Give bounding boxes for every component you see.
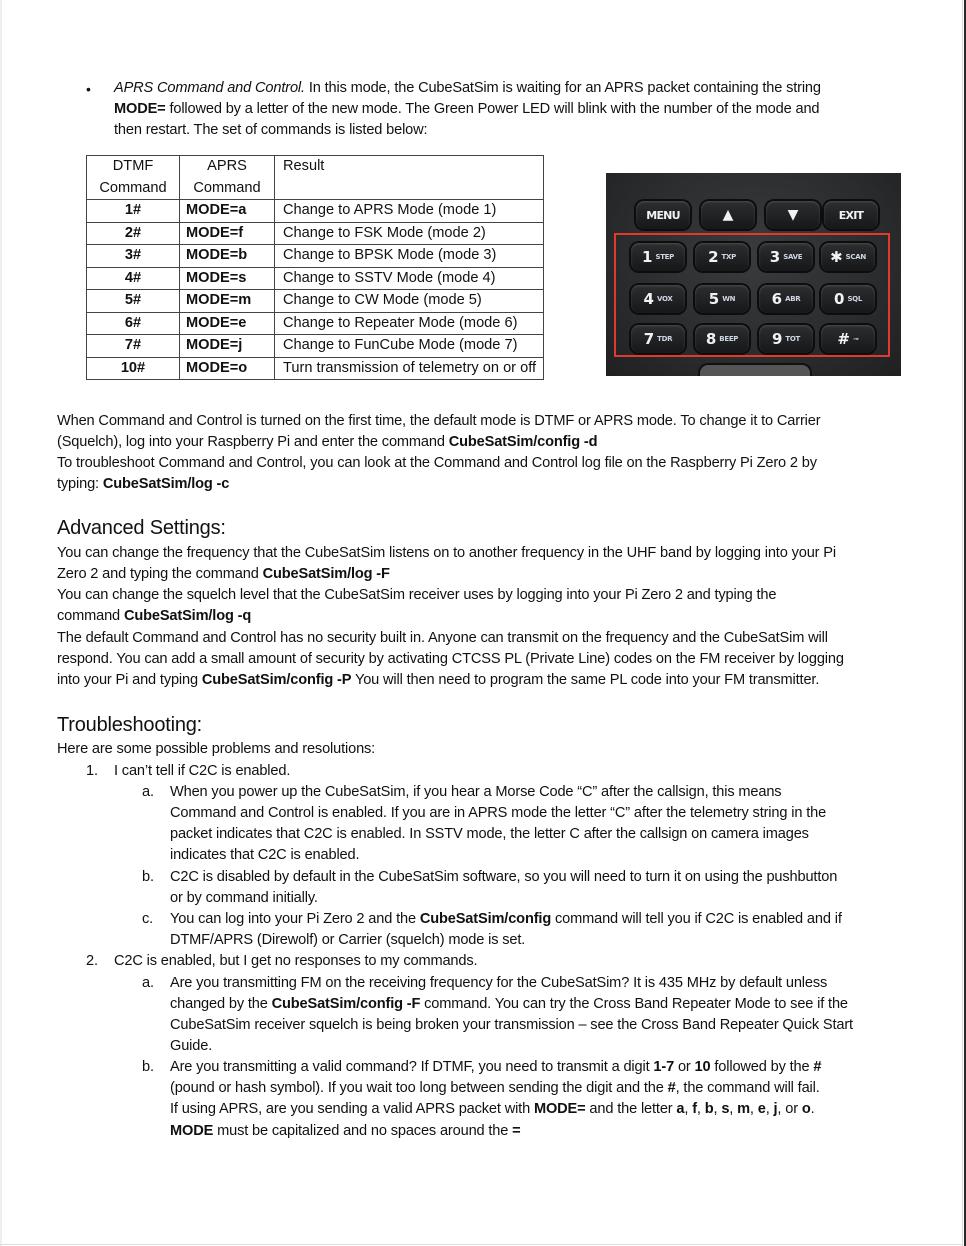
advanced-line-text: into your Pi and typing (57, 672, 202, 688)
up-arrow-key (701, 201, 755, 229)
key-digit: 9 (771, 330, 783, 348)
key-digit: 4 (643, 290, 654, 308)
mode-letter: a (676, 1101, 685, 1117)
cc-line-1: When Command and Control is turned on the first time, the default mode is DTMF or APRS mode. To change it to Carrier (57, 413, 821, 429)
subitem-line: If using APRS, are you sending a valid APRS packet with MODE= and the letter a, f, b, s, m, e, j, or o. (170, 1101, 815, 1117)
subitem-text: or (674, 1059, 695, 1075)
lower-button (698, 363, 812, 376)
aprs-cell: MODE=s (180, 267, 275, 290)
key-digit: 1 (642, 248, 653, 266)
key-label: MENU (646, 208, 680, 222)
aprs-cell: MODE=a (180, 200, 275, 223)
aprs-cc-title: APRS Command and Control. (114, 80, 305, 96)
result-cell: Change to FSK Mode (mode 2) (275, 222, 544, 245)
subitem-line (170, 1121, 521, 1142)
table-row (87, 335, 544, 358)
result-cell: Change to Repeater Mode (mode 6) (275, 312, 544, 335)
key-sub: STEP (655, 253, 674, 261)
table-row (87, 267, 544, 290)
key-sub: SQL (847, 295, 862, 303)
config-P-command: CubeSatSim/config -P (201, 672, 352, 688)
equals-sign: = (512, 1123, 521, 1139)
hash-symbol: # (667, 1080, 676, 1096)
header-aprs-command (180, 156, 275, 200)
header-result (275, 156, 544, 200)
item-number: 1. (86, 763, 98, 779)
item-1-text: I can’t tell if C2C is enabled. (114, 763, 291, 779)
down-arrow-key (766, 201, 820, 229)
table-row (87, 222, 544, 245)
cc-line-4 (57, 474, 229, 495)
subitem-line (170, 909, 842, 930)
subitem-letter: c. (142, 911, 154, 927)
aprs-cell: MODE=m (180, 290, 275, 313)
table-row (87, 312, 544, 335)
key-sub: SAVE (783, 253, 803, 261)
config-F-command: CubeSatSim/config -F (271, 996, 421, 1012)
bullet-line-2 (114, 99, 819, 120)
cc-line-3: To troubleshoot Command and Control, you can look at the Command and Control log file on the Raspberry Pi Zero 2 by (57, 455, 817, 471)
troubleshooting-heading: Troubleshooting: (57, 714, 203, 736)
subitem-text: and the letter (585, 1101, 677, 1117)
result-cell: Change to SSTV Mode (mode 4) (275, 267, 544, 290)
command-table (86, 155, 544, 380)
mode-word: MODE (170, 1123, 214, 1139)
key-digit: 7 (643, 330, 655, 348)
config-command: CubeSatSim/config (419, 911, 552, 927)
subitem-line: packet indicates that C2C is enabled. In SSTV mode, the letter C after the callsign on camera images (170, 826, 809, 842)
aprs-cell: MODE=j (180, 335, 275, 358)
subitem-letter: b. (142, 1059, 154, 1075)
dtmf-cell: 4# (87, 267, 180, 290)
digit-range: 1-7 (653, 1059, 675, 1075)
table-row (87, 290, 544, 313)
key-sub: TOT (785, 335, 801, 343)
key-digit: 0 (834, 290, 845, 308)
subitem-line: When you power up the CubeSatSim, if you hear a Morse Code “C” after the callsign, this means (170, 784, 782, 800)
key-digit: 5 (708, 290, 720, 308)
config-d-command: CubeSatSim/config -d (448, 434, 598, 450)
item-number: 2. (86, 953, 98, 969)
mode-letter: f (692, 1101, 697, 1117)
aprs-cell: MODE=b (180, 245, 275, 268)
subitem-letter: a. (142, 975, 154, 991)
advanced-line (57, 606, 251, 627)
advanced-line-text: Zero 2 and typing the command (57, 566, 263, 582)
up-arrow-icon: ▲ (722, 207, 734, 223)
aprs-cell: MODE=o (180, 357, 275, 380)
header-text: Command (193, 179, 261, 196)
advanced-line-text: command (57, 608, 124, 624)
digit-ten: 10 (694, 1059, 711, 1075)
cc-line-2 (57, 432, 597, 453)
troubleshooting-intro: Here are some possible problems and resolutions: (57, 741, 376, 757)
subitem-text: must be capitalized and no spaces around the (213, 1123, 513, 1139)
log-c-command: CubeSatSim/log -c (102, 476, 230, 492)
mode-equals-cmd: MODE= (114, 101, 166, 117)
subitem-text: You can log into your Pi Zero 2 and the (170, 911, 420, 927)
key-digit: 8 (705, 330, 717, 348)
dtmf-cell: 10# (87, 357, 180, 380)
subitem-text: If using APRS, are you sending a valid APRS packet with (170, 1101, 534, 1117)
bullet-line-1 (114, 78, 821, 99)
key-sub: ABR (785, 295, 801, 303)
key-digit: 3 (769, 248, 781, 266)
subitem-text: Are you transmitting a valid command? If DTMF, you need to transmit a digit (170, 1059, 654, 1075)
dtmf-cell: 3# (87, 245, 180, 268)
advanced-line: respond. You can add a small amount of security by activating CTCSS PL (Private Line) codes on the FM receiver by logging (57, 651, 844, 667)
radio-keypad-image (606, 173, 901, 376)
bullet-line-3: then restart. The set of commands is listed below: (114, 122, 428, 138)
subitem-line: or by command initially. (170, 890, 318, 906)
mode-equals: MODE= (533, 1101, 586, 1117)
mode-letter: e (757, 1101, 766, 1117)
result-cell: Change to APRS Mode (mode 1) (275, 200, 544, 223)
bullet-marker: • (86, 81, 91, 97)
subitem-line: CubeSatSim receiver squelch is being broken your transmission – see the Cross Band Repeater Quick Start (170, 1017, 853, 1033)
aprs-cell: MODE=e (180, 312, 275, 335)
mode-letter: b (704, 1101, 714, 1117)
table-header-row (87, 156, 544, 200)
key-sub: TDR (657, 335, 673, 343)
cc-line-2-text: (Squelch), log into your Raspberry Pi and enter the command (57, 434, 449, 450)
subitem-line (170, 994, 848, 1015)
dtmf-cell: 5# (87, 290, 180, 313)
table-row (87, 357, 544, 380)
dtmf-cell: 2# (87, 222, 180, 245)
subitem-line (170, 1078, 820, 1099)
key-digit: 6 (771, 290, 783, 308)
subitem-line: C2C is disabled by default in the CubeSatSim software, so you will need to turn it on using the pushbutton (170, 869, 838, 885)
mode-letter: s (721, 1101, 730, 1117)
table-row (87, 200, 544, 223)
aprs-cell: MODE=f (180, 222, 275, 245)
key-sub: TXP (721, 253, 736, 261)
advanced-line: The default Command and Control has no security built in. Anyone can transmit on the frequency and the CubeSatSim will (57, 630, 828, 646)
key-label: EXIT (838, 208, 864, 222)
key-sub: WN (722, 295, 736, 303)
advanced-line (57, 564, 390, 585)
subitem-line: Command and Control is enabled. If you are in APRS mode the letter “C” after the telemetry string in the (170, 805, 827, 821)
result-cell: Change to FunCube Mode (mode 7) (275, 335, 544, 358)
exit-key (824, 201, 878, 229)
key-sub: BEEP (719, 335, 739, 343)
cc-line-4-text: typing: (57, 476, 103, 492)
advanced-line (57, 670, 819, 691)
subitem-line: Are you transmitting FM on the receiving frequency for the CubeSatSim? It is 435 MHz by default unless (170, 975, 828, 991)
key-digit: 2 (708, 248, 719, 266)
subitem-line: DTMF/APRS (Direwolf) or Carrier (squelch) mode is set. (170, 932, 526, 948)
subitem-text: followed by the (710, 1059, 814, 1075)
mode-letter: j (773, 1101, 778, 1117)
key-lock-icon: ⊸ (853, 335, 859, 343)
key-sub: SCAN (845, 253, 866, 261)
subitem-text: (pound or hash symbol). If you wait too long between sending the digit and the (170, 1080, 668, 1096)
header-text: APRS (207, 158, 247, 174)
subitem-letter: b. (142, 869, 154, 885)
key-digit: # (837, 330, 850, 348)
dtmf-cell: 7# (87, 335, 180, 358)
red-highlight-box (614, 233, 890, 357)
dtmf-cell: 6# (87, 312, 180, 335)
page-edge-left (0, 0, 2, 1246)
subitem-text: command. You can try the Cross Band Repeater Mode to see if the (420, 996, 848, 1012)
bullet-line-1-text: In this mode, the CubeSatSim is waiting for an APRS packet containing the string (304, 80, 821, 96)
header-text: DTMF (112, 158, 154, 174)
item-2-text: C2C is enabled, but I get no responses to my commands. (114, 953, 478, 969)
menu-key (636, 201, 690, 229)
page-edge-bottom (0, 1244, 963, 1245)
mode-letter: m (737, 1101, 750, 1117)
subitem-letter: a. (142, 784, 154, 800)
bullet-line-2-text: followed by a letter of the new mode. The Green Power LED will blink with the number of the mode and (165, 101, 820, 117)
table-row (87, 245, 544, 268)
subitem-text: changed by the (170, 996, 272, 1012)
advanced-line-text: You will then need to program the same PL code into your FM transmitter. (351, 672, 820, 688)
dtmf-cell: 1# (87, 200, 180, 223)
star-icon: ✱ (830, 248, 843, 266)
hash-symbol: # (813, 1059, 822, 1075)
header-dtmf-command (87, 156, 180, 200)
subitem-line (170, 1057, 821, 1078)
subitem-text: command will tell you if C2C is enabled and if (551, 911, 842, 927)
result-cell: Change to BPSK Mode (mode 3) (275, 245, 544, 268)
subitem-text: , the command will fail. (675, 1080, 820, 1096)
header-text: Result (283, 158, 325, 174)
log-q-command: CubeSatSim/log -q (123, 608, 252, 624)
log-F-command: CubeSatSim/log -F (262, 566, 390, 582)
result-cell: Change to CW Mode (mode 5) (275, 290, 544, 313)
header-text: Command (99, 179, 167, 196)
key-sub: VOX (656, 295, 673, 303)
advanced-settings-heading: Advanced Settings: (57, 517, 226, 539)
advanced-line: You can change the squelch level that the CubeSatSim receiver uses by logging into your Pi Zero 2 and typing the (57, 587, 777, 603)
advanced-line: You can change the frequency that the CubeSatSim listens on to another frequency in the UHF band by logging into your Pi (57, 545, 836, 561)
mode-letter: o (801, 1101, 811, 1117)
result-cell: Turn transmission of telemetry on or off (275, 357, 544, 380)
subitem-line: indicates that C2C is enabled. (170, 847, 360, 863)
page-edge-right (962, 0, 963, 1246)
down-arrow-icon: ▼ (787, 207, 799, 223)
subitem-line: Guide. (170, 1038, 213, 1054)
